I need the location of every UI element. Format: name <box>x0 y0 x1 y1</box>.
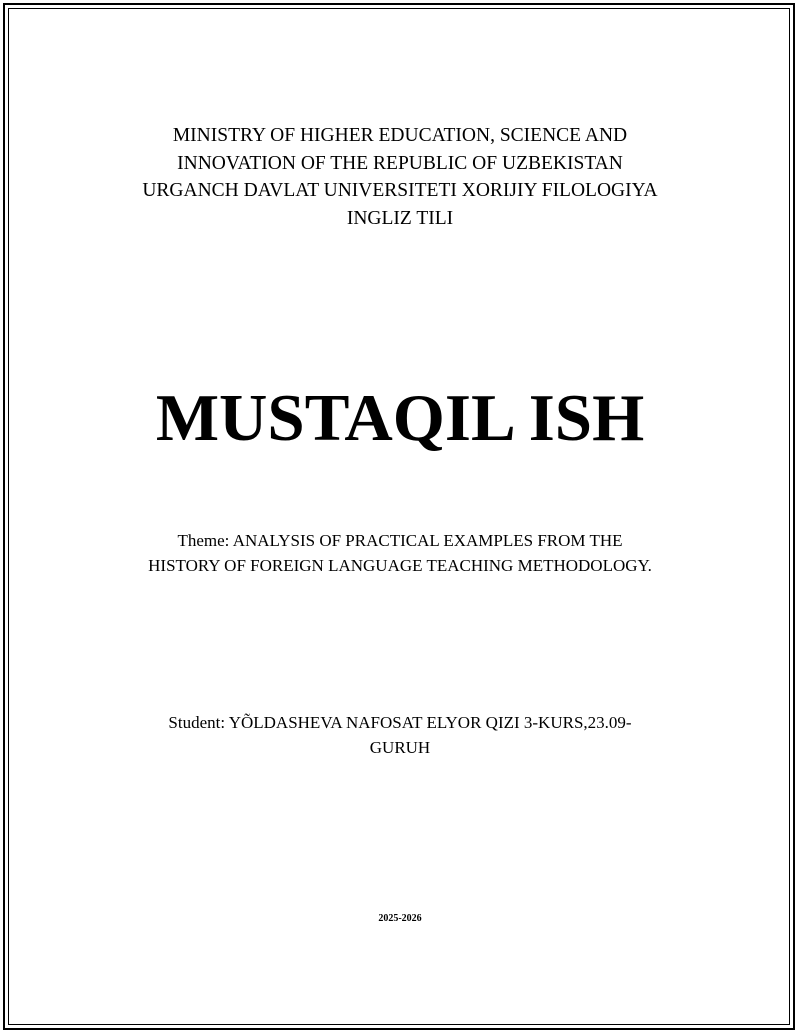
document-title: MUSTAQIL ISH <box>155 381 645 455</box>
academic-year: 2025-2026 <box>378 913 422 924</box>
header-line: INGLIZ TILI <box>346 207 454 229</box>
ministry-header <box>0 122 800 232</box>
theme-line: Theme: ANALYSIS OF PRACTICAL EXAMPLES FROM THE <box>177 531 623 550</box>
header-line: INNOVATION OF THE REPUBLIC OF UZBEKISTAN <box>177 152 623 174</box>
student-line: GURUH <box>369 738 431 757</box>
student-info <box>0 710 800 760</box>
theme-text <box>0 528 800 578</box>
theme-line: HISTORY OF FOREIGN LANGUAGE TEACHING METHODOLOGY. <box>148 556 652 575</box>
student-line: Student: YÕLDASHEVA NAFOSAT ELYOR QIZI 3-KURS,23.09- <box>168 713 632 732</box>
header-line: URGANCH DAVLAT UNIVERSITETI XORIJIY FILOLOGIYA <box>142 180 658 201</box>
header-line: MINISTRY OF HIGHER EDUCATION, SCIENCE AND <box>172 125 628 146</box>
